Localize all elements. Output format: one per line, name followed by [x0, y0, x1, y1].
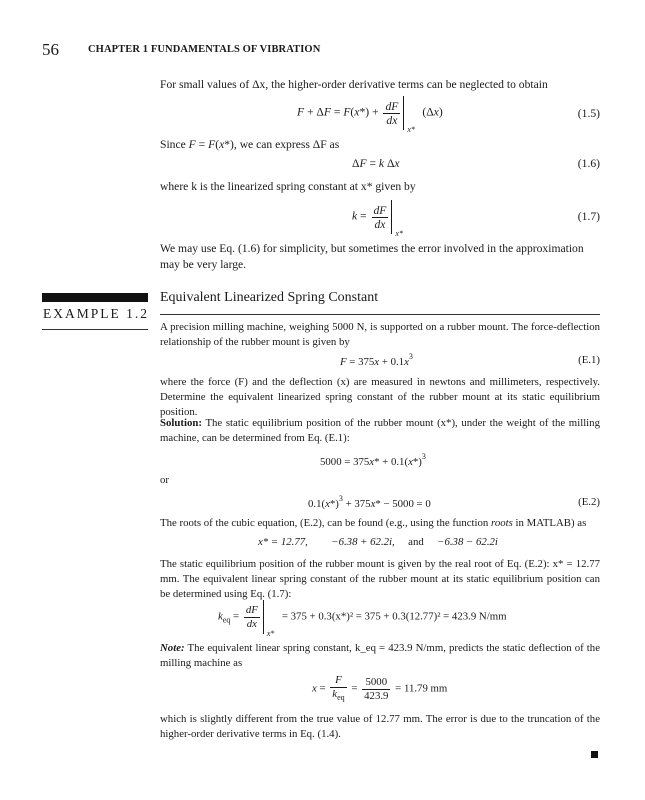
- note-paragraph: [160, 641, 600, 671]
- example-marker-bar: [42, 293, 148, 302]
- roots-text-suffix: in MATLAB) as: [512, 517, 587, 529]
- example-label: EXAMPLE 1.2: [43, 306, 149, 321]
- example-problem-text-2: where the force (F) and the deflection (x) are measured in newtons and millimeters, respectively. Determine the equivalent linearized spring constant of the rubber mount at its static equilibrium position.: [160, 376, 600, 418]
- example-problem-text: A precision milling machine, weighing 5000 N, is supported on a rubber mount. The force-deflection relationship of the rubber mount is given by: [160, 321, 600, 348]
- equation-1-5: F + ΔF = F(x*) + $\frac{dF}{dx}$ x* (Δx): [297, 96, 443, 130]
- eq-number-1-6: (1.6): [577, 157, 600, 170]
- roots-paragraph: [160, 516, 600, 531]
- solution-text: The static equilibrium position of the rubber mount (x*), under the weight of the milling machine, can be determined from Eq. (E.1):: [160, 417, 600, 444]
- root-1: x* = 12.77,: [258, 536, 308, 548]
- final-paragraph: which is slightly different from the true value of 12.77 mm. The error is due to the truncation of the higher-order derivative terms in Eq. (1.4).: [160, 713, 600, 740]
- note-text: The equivalent linear spring constant, k_eq = 423.9 N/mm, predicts the static deflection of the milling machine as: [160, 642, 600, 669]
- equation-1-6: ΔF = k Δx: [352, 157, 400, 170]
- equation-equilibrium: $5000 = 375x* + 0.1(x*)^3$: [320, 452, 426, 468]
- end-of-example-mark: [591, 751, 598, 758]
- static-paragraph: The static equilibrium position of the rubber mount is given by the real root of Eq. (E.2): x* = 12.77 mm. The equivalent linear spring constant of the rubber mount at its static equilibrium position can be determined using Eq. (1.7):: [160, 558, 600, 600]
- example-title-rule: [160, 314, 600, 315]
- chapter-title: CHAPTER 1 FUNDAMENTALS OF VIBRATION: [88, 44, 321, 55]
- root-2: −6.38 + 62.2i,: [331, 536, 395, 548]
- roots-text-prefix: The roots of the cubic equation, (E.2), can be found (e.g., using the function: [160, 517, 492, 529]
- eq-number-1-7: (1.7): [577, 210, 600, 223]
- intro-para-4: We may use Eq. (1.6) for simplicity, but sometimes the error involved in the approximation may be very large.: [160, 242, 584, 271]
- intro-para-2: Since F = F(x*), we can express ΔF as: [160, 138, 340, 151]
- deflection-denominator: 423.9: [364, 689, 389, 702]
- equation-keq: $k_{eq}$ = $\frac{dF}{dx}$ x* = 375 + 0.3(x*)² = 375 + 0.3(12.77)² = 423.9 N/mm: [218, 600, 507, 634]
- eq-number-e2: (E.2): [578, 496, 600, 508]
- deflection-result: = 11.79 mm: [395, 682, 448, 695]
- equation-1-7: k = $\frac{dF}{dx}$ x*: [352, 200, 410, 234]
- page-number: 56: [42, 40, 59, 59]
- keq-result: = 375 + 0.3(x*)² = 375 + 0.3(12.77)² = 423.9 N/mm: [281, 610, 507, 623]
- deflection-numerator: 5000: [362, 676, 390, 690]
- para2-prefix: Since: [160, 138, 189, 151]
- intro-para-1: For small values of Δx, the higher-order derivative terms can be neglected to obtain: [160, 78, 548, 91]
- roots-values: [258, 536, 498, 548]
- solution-label: Solution:: [160, 417, 203, 429]
- note-label: Note:: [160, 642, 185, 654]
- root-and: and: [408, 536, 424, 548]
- intro-para-3: where k is the linearized spring constant at x* given by: [160, 180, 416, 193]
- eq-number-e1: (E.1): [578, 354, 600, 366]
- eq-number-1-5: (1.5): [577, 107, 600, 120]
- para2-suffix: , we can express ΔF as: [233, 138, 340, 151]
- root-3: −6.38 − 62.2i: [437, 536, 498, 548]
- example-title: Equivalent Linearized Spring Constant: [160, 290, 379, 305]
- equation-deflection: x = $\frac{F}{k_{eq}}$ = $\frac{5000}{423.9}$ = 11.79 mm: [312, 674, 448, 702]
- or-text: or: [160, 474, 169, 486]
- equation-e2: $0.1(x*)^3 + 375x* - 5000 = 0$: [308, 494, 431, 510]
- roots-function-name: roots: [491, 517, 513, 529]
- equation-e1: $F = 375x + 0.1x^3$: [340, 352, 413, 368]
- solution-paragraph: [160, 416, 600, 446]
- example-label-rule: [42, 329, 148, 330]
